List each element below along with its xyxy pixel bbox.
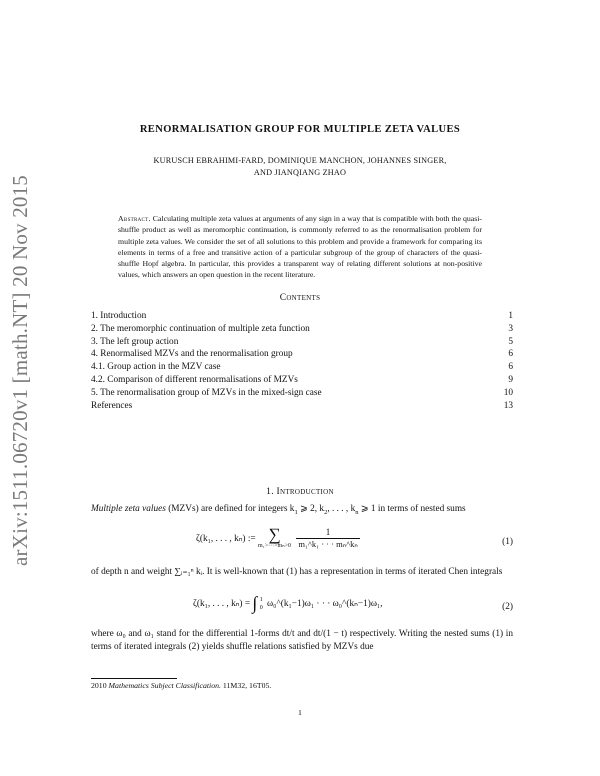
fraction-numerator: 1 [325, 527, 331, 537]
integral-glyph: ∫ [252, 593, 258, 613]
toc-entry-label: 5. The renormalisation group of MZVs in the mixed-sign case [91, 387, 322, 398]
toc-entry[interactable] [91, 310, 513, 323]
toc-entry-label: 4.2. Comparison of different renormalisations of MZVs [91, 374, 298, 385]
toc-entry-label: 4. Renormalised MZVs and the renormalisation group [91, 349, 293, 360]
mzv-term: Multiple zeta values [91, 504, 166, 514]
text-run: (MZVs) are defined for integers k [165, 504, 295, 514]
abstract [118, 213, 482, 281]
toc-entry-page: 3 [508, 323, 513, 334]
contents-heading: Contents [279, 293, 321, 303]
footnote-label: Mathematics Subject Classification. [108, 681, 221, 690]
intro-paragraph-2: of depth n and weight ∑ᵢ₌₁ⁿ kᵢ. It is well-known that (1) has a representation in terms of iterated Chen integrals [91, 567, 503, 577]
toc-entry[interactable] [91, 374, 513, 387]
toc-entry-page: 10 [503, 387, 513, 398]
footnote-codes: 11M32, 16T05. [222, 681, 272, 690]
toc-entry-page: 6 [508, 362, 513, 373]
integral-lower: 0 [259, 604, 263, 611]
equation-2 [91, 593, 513, 625]
toc-entry-label: 3. The left group action [91, 336, 179, 347]
equation-2-body [193, 593, 383, 614]
table-of-contents [91, 310, 513, 412]
toc-entry-page: 13 [503, 400, 513, 411]
abstract-text: Calculating multiple zeta values at arguments of any sign in a way that is compatible with both the quasi-shuffle product as well as meromorphic continuation, is commonly referred to as the renormalisation problem for multiple zeta values. We consider the set of all solutions to this problem and provide a framework for comparing its elements in terms of a free and transitive action of a particular subgroup of the group of characters of the quasi-shuffle Hopf algebra. In particular, this provides a transparent way of relating different solutions at non-positive values, which answers an open question in the recent literature. [118, 214, 483, 280]
author-list [90, 155, 510, 179]
fraction-denominator: m₁^k₁ · · · mₙ^kₙ [298, 539, 358, 549]
equation-2-lhs: ζ(k₁, . . . , kₙ) = [193, 599, 251, 609]
text-run: , . . . , k [327, 504, 356, 514]
sum-symbol [258, 527, 291, 550]
toc-entry-label: 4.1. Group action in the MZV case [91, 362, 221, 373]
intro-paragraph-1: Multiple zeta values (MZVs) are defined for integers $k_1$ ⩾ 2, $k_2$, . . . , $k_n$ ⩾ 1 in terms of nested sums [91, 504, 466, 516]
footnote [91, 681, 271, 690]
equation-1-body [196, 527, 360, 550]
equation-2-rhs: ω₀^(k₁−1)ω₁ · · · ω₀^(kₙ−1)ω₁, [267, 599, 383, 609]
text-run: ⩾ 2, k [297, 504, 325, 514]
toc-entry[interactable] [91, 336, 513, 349]
equation-2-tag: (2) [502, 602, 513, 612]
intro-paragraph-3: where ω₀ and ω₁ stand for the differential 1-forms dt/t and dt/(1 − t) respectively. Writing the nested sums (1) in terms of iterated integrals (2) yields shuffle relations satisfied by MZVs due [91, 629, 513, 653]
arxiv-stamp: arXiv:1511.06720v1 [math.NT] 20 Nov 2015 [8, 174, 32, 566]
toc-entry-label: 2. The meromorphic continuation of multiple zeta function [91, 323, 310, 334]
equation-1-tag: (1) [502, 537, 513, 547]
sigma-glyph: ∑ [268, 525, 281, 544]
author-line-1: KURUSCH EBRAHIMI-FARD, DOMINIQUE MANCHON, JOHANNES SINGER, [153, 156, 447, 165]
integral-upper: 1 [259, 596, 263, 603]
sum-index: m₁>···>mₙ>0 [258, 543, 291, 549]
toc-entry[interactable] [91, 400, 513, 413]
toc-entry-page: 6 [508, 349, 513, 360]
equation-1 [91, 527, 513, 563]
toc-entry-page: 9 [508, 374, 513, 385]
toc-entry[interactable] [91, 323, 513, 336]
fraction [296, 527, 359, 550]
toc-entry[interactable] [91, 387, 513, 400]
toc-entry-page: 5 [508, 336, 513, 347]
integral-limits [260, 596, 263, 612]
text-run: ⩾ 1 in terms of nested sums [358, 504, 466, 514]
section-heading: 1. Introduction [266, 487, 334, 497]
paper-title: RENORMALISATION GROUP FOR MULTIPLE ZETA VALUES [139, 124, 461, 135]
toc-entry[interactable] [91, 361, 513, 374]
footnote-rule [91, 678, 177, 679]
abstract-label: Abstract. [118, 214, 151, 223]
author-line-2: AND JIANQIANG ZHAO [253, 168, 347, 177]
footnote-year: 2010 [91, 681, 107, 690]
equation-1-lhs: ζ(k₁, . . . , kₙ) := [196, 534, 256, 544]
toc-entry-label: References [91, 400, 133, 411]
toc-entry[interactable] [91, 348, 513, 361]
toc-entry-page: 1 [508, 311, 513, 321]
toc-entry-label: 1. Introduction [91, 311, 147, 321]
page-number: 1 [298, 708, 302, 717]
